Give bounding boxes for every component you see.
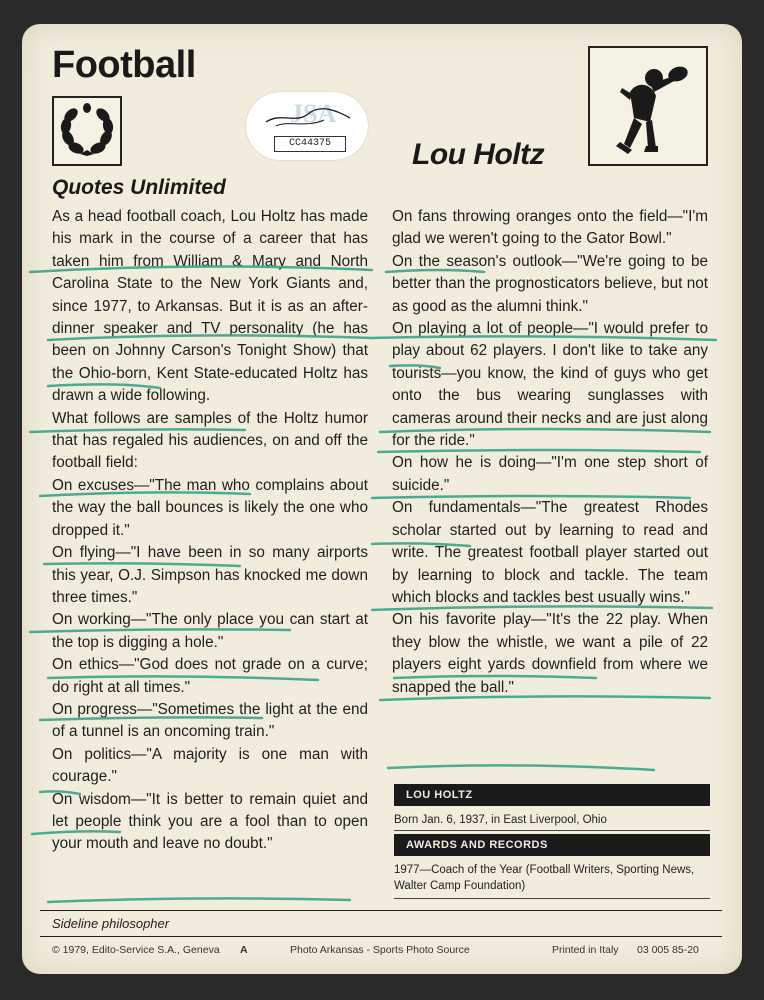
quote-paragraph: On fans throwing oranges onto the field—"I'm glad we weren't going to the Gator Bowl." [392, 208, 708, 248]
authentication-sticker [246, 92, 368, 160]
svg-text:JSA: JSA [290, 99, 337, 128]
quote-paragraph: On ethics—"God does not grade on a curve; do right at all times." [52, 656, 368, 696]
printed-in: Printed in Italy [552, 944, 619, 956]
card-subtitle: Quotes Unlimited [52, 176, 226, 199]
intro-paragraph: What follows are samples of the Holtz humor that has regaled his audiences, on and off the football field: [52, 409, 368, 472]
quote-paragraph: On wisdom—"It is better to remain quiet and let people think you are a fool than to open your mouth and leave no doubt." [52, 790, 368, 853]
laurel-emblem [52, 96, 122, 166]
awards-header: AWARDS AND RECORDS [394, 834, 710, 856]
quote-paragraph: On flying—"I have been in so many airports this year, O.J. Simpson has knocked me down three times." [52, 544, 368, 606]
left-text-column [52, 206, 368, 856]
quote-paragraph: On how he is doing—"I'm one step short of suicide." [392, 454, 708, 494]
awards-text: 1977—Coach of the Year (Football Writers, Sporting News, Walter Camp Foundation) [394, 864, 695, 892]
serial-number: CC44375 [274, 136, 346, 152]
laurel-wreath-icon [54, 98, 120, 164]
caption-rule [40, 910, 722, 911]
photo-caption: Sideline philosopher [52, 916, 170, 931]
photo-credit: Photo Arkansas - Sports Photo Source [290, 944, 470, 956]
quote-paragraph: On working—"The only place you can start at the top is digging a hole." [52, 611, 368, 651]
player-name: Lou Holtz [412, 138, 545, 171]
divider [394, 898, 710, 899]
series-letter: A [240, 944, 248, 956]
card-title: Football [52, 44, 196, 86]
card-code: 03 005 85-20 [637, 944, 699, 956]
quote-paragraph: On his favorite play—"It's the 22 play. When they blow the whistle, we want a pile of 22 players eight yards downfield from where we snapped the ball." [392, 611, 708, 696]
quote-paragraph: On playing a lot of people—"I would prefer to play about 62 players. I don't like to take any tourists—you know, the kind of guys who get onto the bus wearing sunglasses with cameras around their necks and are just along for the ride." [392, 320, 708, 450]
right-text-column [392, 206, 708, 699]
quote-paragraph: On politics—"A majority is one man with courage." [52, 745, 368, 786]
quote-paragraph: On the season's outlook—"We're going to be better than the prognosticators believe, but not as good as the alumni think." [392, 252, 708, 315]
copyright: © 1979, Edito-Service S.A., Geneva [52, 944, 220, 956]
quote-paragraph: On fundamentals—"The greatest Rhodes scholar started out by learning to read and write. The greatest football player started out by learning to block and tackle. The team which blocks and tackles best usually wins." [392, 499, 708, 606]
intro-paragraph: As a head football coach, Lou Holtz has made his mark in the course of a career that has taken him from William & Mary and North Carolina State to the New York Giants and, since 1977, to Arkansas. But it is as an after-dinner speaker and TV personality (he has been on Johnny Carson's Tonight Show) that the Ohio-born, Kent State-educated Holtz has drawn a wide following. [52, 208, 368, 405]
footer-rule [40, 936, 722, 937]
bio-text: Born Jan. 6, 1937, in East Liverpool, Ohio [394, 814, 607, 826]
player-pictogram [588, 46, 708, 166]
divider [394, 830, 710, 831]
quote-paragraph: On progress—"Sometimes the light at the end of a tunnel is an oncoming train." [52, 700, 368, 741]
bio-header: LOU HOLTZ [394, 784, 710, 806]
football-player-icon [590, 48, 706, 164]
quote-paragraph: On excuses—"The man who complains about the way the ball bounces is likely the one who dropped it." [52, 476, 368, 539]
